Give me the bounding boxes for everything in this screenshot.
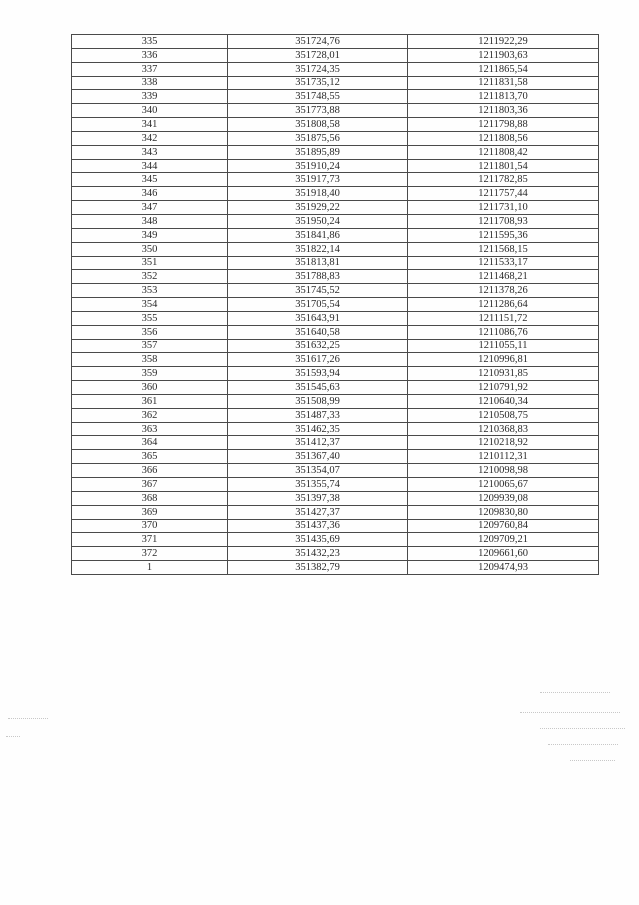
y-coordinate-cell: 1211865,54 bbox=[408, 62, 599, 76]
table-row bbox=[72, 339, 599, 353]
y-coordinate-cell: 1211922,29 bbox=[408, 35, 599, 49]
y-coordinate-cell: 1209661,60 bbox=[408, 547, 599, 561]
point-number-cell: 351 bbox=[72, 256, 228, 270]
x-coordinate-cell: 351354,07 bbox=[228, 464, 408, 478]
x-coordinate-cell: 351808,58 bbox=[228, 118, 408, 132]
table-row bbox=[72, 214, 599, 228]
x-coordinate-cell: 351617,26 bbox=[228, 353, 408, 367]
table-row bbox=[72, 367, 599, 381]
point-number-cell: 345 bbox=[72, 173, 228, 187]
table-row bbox=[72, 533, 599, 547]
table-row bbox=[72, 547, 599, 561]
y-coordinate-cell: 1211708,93 bbox=[408, 214, 599, 228]
point-number-cell: 368 bbox=[72, 491, 228, 505]
y-coordinate-cell: 1210098,98 bbox=[408, 464, 599, 478]
point-number-cell: 336 bbox=[72, 48, 228, 62]
table-row bbox=[72, 436, 599, 450]
table-row bbox=[72, 48, 599, 62]
scan-mark bbox=[6, 736, 20, 737]
scan-mark bbox=[540, 692, 610, 693]
table-row bbox=[72, 242, 599, 256]
x-coordinate-cell: 351773,88 bbox=[228, 104, 408, 118]
point-number-cell: 348 bbox=[72, 214, 228, 228]
y-coordinate-cell: 1210112,31 bbox=[408, 450, 599, 464]
x-coordinate-cell: 351593,94 bbox=[228, 367, 408, 381]
point-number-cell: 349 bbox=[72, 228, 228, 242]
table-row bbox=[72, 478, 599, 492]
y-coordinate-cell: 1210218,92 bbox=[408, 436, 599, 450]
y-coordinate-cell: 1209760,84 bbox=[408, 519, 599, 533]
x-coordinate-cell: 351632,25 bbox=[228, 339, 408, 353]
point-number-cell: 353 bbox=[72, 284, 228, 298]
scan-mark bbox=[570, 760, 615, 761]
x-coordinate-cell: 351705,54 bbox=[228, 298, 408, 312]
x-coordinate-cell: 351728,01 bbox=[228, 48, 408, 62]
point-number-cell: 372 bbox=[72, 547, 228, 561]
x-coordinate-cell: 351643,91 bbox=[228, 311, 408, 325]
point-number-cell: 371 bbox=[72, 533, 228, 547]
y-coordinate-cell: 1211782,85 bbox=[408, 173, 599, 187]
x-coordinate-cell: 351929,22 bbox=[228, 201, 408, 215]
x-coordinate-cell: 351918,40 bbox=[228, 187, 408, 201]
table-row bbox=[72, 131, 599, 145]
table-row bbox=[72, 311, 599, 325]
y-coordinate-cell: 1211798,88 bbox=[408, 118, 599, 132]
table-row bbox=[72, 561, 599, 575]
table-row bbox=[72, 201, 599, 215]
point-number-cell: 350 bbox=[72, 242, 228, 256]
x-coordinate-cell: 351508,99 bbox=[228, 394, 408, 408]
x-coordinate-cell: 351462,35 bbox=[228, 422, 408, 436]
table-row bbox=[72, 284, 599, 298]
y-coordinate-cell: 1210368,83 bbox=[408, 422, 599, 436]
x-coordinate-cell: 351950,24 bbox=[228, 214, 408, 228]
y-coordinate-cell: 1211801,54 bbox=[408, 159, 599, 173]
y-coordinate-cell: 1211151,72 bbox=[408, 311, 599, 325]
table-row bbox=[72, 422, 599, 436]
point-number-cell: 358 bbox=[72, 353, 228, 367]
point-number-cell: 340 bbox=[72, 104, 228, 118]
x-coordinate-cell: 351640,58 bbox=[228, 325, 408, 339]
table-row bbox=[72, 381, 599, 395]
point-number-cell: 361 bbox=[72, 394, 228, 408]
table-row bbox=[72, 394, 599, 408]
y-coordinate-cell: 1211808,42 bbox=[408, 145, 599, 159]
x-coordinate-cell: 351435,69 bbox=[228, 533, 408, 547]
x-coordinate-cell: 351397,38 bbox=[228, 491, 408, 505]
scan-mark bbox=[548, 744, 618, 745]
point-number-cell: 343 bbox=[72, 145, 228, 159]
point-number-cell: 356 bbox=[72, 325, 228, 339]
point-number-cell: 364 bbox=[72, 436, 228, 450]
y-coordinate-cell: 1211903,63 bbox=[408, 48, 599, 62]
table-row bbox=[72, 464, 599, 478]
table-row bbox=[72, 298, 599, 312]
y-coordinate-cell: 1211831,58 bbox=[408, 76, 599, 90]
point-number-cell: 342 bbox=[72, 131, 228, 145]
x-coordinate-cell: 351427,37 bbox=[228, 505, 408, 519]
x-coordinate-cell: 351735,12 bbox=[228, 76, 408, 90]
x-coordinate-cell: 351724,76 bbox=[228, 35, 408, 49]
point-number-cell: 354 bbox=[72, 298, 228, 312]
y-coordinate-cell: 1211055,11 bbox=[408, 339, 599, 353]
x-coordinate-cell: 351910,24 bbox=[228, 159, 408, 173]
y-coordinate-cell: 1211595,36 bbox=[408, 228, 599, 242]
x-coordinate-cell: 351724,35 bbox=[228, 62, 408, 76]
point-number-cell: 360 bbox=[72, 381, 228, 395]
point-number-cell: 335 bbox=[72, 35, 228, 49]
table-row bbox=[72, 228, 599, 242]
point-number-cell: 365 bbox=[72, 450, 228, 464]
table-row bbox=[72, 118, 599, 132]
table-row bbox=[72, 90, 599, 104]
point-number-cell: 362 bbox=[72, 408, 228, 422]
table-row bbox=[72, 256, 599, 270]
point-number-cell: 344 bbox=[72, 159, 228, 173]
table-row bbox=[72, 505, 599, 519]
y-coordinate-cell: 1211808,56 bbox=[408, 131, 599, 145]
y-coordinate-cell: 1211813,70 bbox=[408, 90, 599, 104]
y-coordinate-cell: 1211286,64 bbox=[408, 298, 599, 312]
table-row bbox=[72, 187, 599, 201]
table-row bbox=[72, 159, 599, 173]
coordinates-table bbox=[71, 34, 599, 575]
point-number-cell: 346 bbox=[72, 187, 228, 201]
scan-mark bbox=[8, 718, 48, 719]
y-coordinate-cell: 1211803,36 bbox=[408, 104, 599, 118]
x-coordinate-cell: 351822,14 bbox=[228, 242, 408, 256]
table-row bbox=[72, 270, 599, 284]
point-number-cell: 359 bbox=[72, 367, 228, 381]
x-coordinate-cell: 351917,73 bbox=[228, 173, 408, 187]
point-number-cell: 341 bbox=[72, 118, 228, 132]
x-coordinate-cell: 351875,56 bbox=[228, 131, 408, 145]
point-number-cell: 367 bbox=[72, 478, 228, 492]
point-number-cell: 347 bbox=[72, 201, 228, 215]
y-coordinate-cell: 1211568,15 bbox=[408, 242, 599, 256]
y-coordinate-cell: 1211731,10 bbox=[408, 201, 599, 215]
point-number-cell: 339 bbox=[72, 90, 228, 104]
table-row bbox=[72, 35, 599, 49]
table-row bbox=[72, 104, 599, 118]
table-row bbox=[72, 173, 599, 187]
x-coordinate-cell: 351437,36 bbox=[228, 519, 408, 533]
x-coordinate-cell: 351788,83 bbox=[228, 270, 408, 284]
y-coordinate-cell: 1210791,92 bbox=[408, 381, 599, 395]
x-coordinate-cell: 351841,86 bbox=[228, 228, 408, 242]
y-coordinate-cell: 1210931,85 bbox=[408, 367, 599, 381]
table-row bbox=[72, 353, 599, 367]
y-coordinate-cell: 1210996,81 bbox=[408, 353, 599, 367]
point-number-cell: 1 bbox=[72, 561, 228, 575]
y-coordinate-cell: 1209830,80 bbox=[408, 505, 599, 519]
x-coordinate-cell: 351412,37 bbox=[228, 436, 408, 450]
y-coordinate-cell: 1209709,21 bbox=[408, 533, 599, 547]
x-coordinate-cell: 351813,81 bbox=[228, 256, 408, 270]
table-row bbox=[72, 450, 599, 464]
y-coordinate-cell: 1211533,17 bbox=[408, 256, 599, 270]
point-number-cell: 366 bbox=[72, 464, 228, 478]
table-row bbox=[72, 408, 599, 422]
point-number-cell: 337 bbox=[72, 62, 228, 76]
y-coordinate-cell: 1211086,76 bbox=[408, 325, 599, 339]
point-number-cell: 370 bbox=[72, 519, 228, 533]
x-coordinate-cell: 351432,23 bbox=[228, 547, 408, 561]
x-coordinate-cell: 351545,63 bbox=[228, 381, 408, 395]
x-coordinate-cell: 351487,33 bbox=[228, 408, 408, 422]
table-row bbox=[72, 519, 599, 533]
scan-mark bbox=[520, 712, 620, 713]
scan-mark bbox=[540, 728, 625, 729]
y-coordinate-cell: 1211468,21 bbox=[408, 270, 599, 284]
y-coordinate-cell: 1210065,67 bbox=[408, 478, 599, 492]
x-coordinate-cell: 351355,74 bbox=[228, 478, 408, 492]
y-coordinate-cell: 1209939,08 bbox=[408, 491, 599, 505]
y-coordinate-cell: 1209474,93 bbox=[408, 561, 599, 575]
point-number-cell: 369 bbox=[72, 505, 228, 519]
point-number-cell: 338 bbox=[72, 76, 228, 90]
y-coordinate-cell: 1211378,26 bbox=[408, 284, 599, 298]
table-row bbox=[72, 491, 599, 505]
table-row bbox=[72, 76, 599, 90]
point-number-cell: 363 bbox=[72, 422, 228, 436]
point-number-cell: 357 bbox=[72, 339, 228, 353]
point-number-cell: 352 bbox=[72, 270, 228, 284]
y-coordinate-cell: 1210508,75 bbox=[408, 408, 599, 422]
table-row bbox=[72, 62, 599, 76]
x-coordinate-cell: 351895,89 bbox=[228, 145, 408, 159]
x-coordinate-cell: 351748,55 bbox=[228, 90, 408, 104]
point-number-cell: 355 bbox=[72, 311, 228, 325]
coordinates-table-body bbox=[72, 35, 599, 575]
x-coordinate-cell: 351382,79 bbox=[228, 561, 408, 575]
y-coordinate-cell: 1211757,44 bbox=[408, 187, 599, 201]
table-row bbox=[72, 325, 599, 339]
table-row bbox=[72, 145, 599, 159]
x-coordinate-cell: 351745,52 bbox=[228, 284, 408, 298]
x-coordinate-cell: 351367,40 bbox=[228, 450, 408, 464]
y-coordinate-cell: 1210640,34 bbox=[408, 394, 599, 408]
